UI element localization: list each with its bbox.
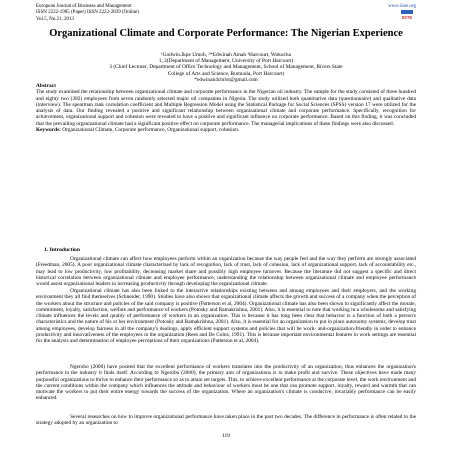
journal-name: European Journal of Business and Management — [36, 4, 132, 9]
paper-title: Organizational Climate and Corporate Performance: The Nigerian Experience — [49, 28, 403, 39]
paragraph-4: Several researches on how to improve organizational performance have taken place in the past two decades. The difference in performance is often related to the strategy adopted by an organization to — [36, 414, 416, 427]
keywords-label: Keywords: — [36, 126, 61, 133]
author-affiliation-3: College of Arts and Science, Rumuola, Port Harcourt) — [167, 70, 285, 77]
abstract-heading: Abstract — [36, 83, 56, 89]
iiste-logo — [400, 10, 414, 20]
author-affiliation-2: 3 (Chief Lecturer, Department of Office Technology and Management, School of Management, Rivers State — [109, 64, 343, 71]
section-heading-introduction: 1. Introduction — [44, 247, 80, 253]
author-block — [36, 52, 416, 83]
svg-text:IISTE: IISTE — [401, 15, 413, 20]
keywords-line — [36, 127, 416, 133]
journal-url[interactable]: www.iiste.org — [388, 4, 416, 9]
journal-issn: ISSN 2222-1905 (Paper) ISSN 2222-2839 (Online) — [36, 10, 139, 16]
page-number: 119 — [221, 433, 231, 439]
paragraph-3: Ngerobo (2000) have posited that the excellent performance of workers translates into the productivity of an organization, thus enhances the organization's performance in the industry it finds itself. According to Ngerobo (2000), the primary aim of organizations is to make profit and survive. These objectives have made many purposeful organizations to thrive to enhance their performance so as to attain set targets. This, to achieve excellent performance at the corporate level, the work environment and the current conditions within the company which influences the attitude and behaviour of workers must be one that can promote support, loyalty, reward and warmth that can motivate the workers to put their entire energy towards the success of the organization. Where an organization's climate is conducive, invariably performance can be easily enhanced. — [36, 364, 417, 402]
author-names: ¹Godwin.Ikpe Umoh, ²*Edwinah Amah ³Harcourt, Wokocha — [160, 52, 292, 58]
abstract-text: The study examined the relationship between organizational climate and corporate performance in the Nigerian oil industry. The sample for the study consisted of three hundred and eighty two (382) employees from seven randomly selected major oil companies in Nigeria. The study utilized both quantitative data (questionnaire) and qualitative data (interview). The spearman rank correlation coefficient and Multiple Regression Model using the Statistical Package for Social Sciences (SPSS) version 17 were utilized for the analysis of data. Our finding revealed a positive and significant relationship between organizational climate and corporate performance. Specifically, recognition for achievement, organizational support and cohesion were revealed to have a positive and significant influence on corporate performance. Based on this finding, it was concluded that the prevailing organizational climate had a significant positive effect on corporate performance. The managerial implications of these findings were also discussed. — [36, 89, 416, 127]
paragraph-1: Organizational climate can affect how employees perform within an organization because the way people feel and the way they perform are strongly associated (Freedman, 2005). A poor organizational climate characterized by lack of recognition, lack of trust, lack of cohesion, lack of organizational support, lack of accountability etc., may lead to low productivity, low profitability, decreasing market share and possibly high employee turnover. Because the literature did not suggest a specific and direct historical correlation between organizational climate and employee performance, understanding the relationship between organizational climate and employee performance would assist organizational leaders in increasing productivity through developing the organizational climate. — [36, 256, 416, 287]
journal-header — [36, 4, 139, 23]
journal-volume: Vol.5, No.21, 2013 — [36, 16, 74, 22]
author-email: *edwinah4christ@gmail.com — [194, 76, 258, 83]
paragraph-2: Organizational climate has also been linked to the interactive relationships existing between and among employees and their employers, and the working environment they all find themselves (Schneider, 1990). Studies have also shown that organizational climate affects the growth and success of a company when the perception of the workers about the structure and policies of the said company is positive (Patterson et al, 2004). Organizational climate has also been shown to significantly affect the morale, commitment, loyalty, satisfaction, welfare and performance of workers (Potosky and Ramakrishna, 2001). Also, it is essential to note that working in a wholesome and satisfying climate influences the levels and quality of performance of workers in an organization. This is because it has long been clear that behavior is a function of both a person's characteristics and the nature of his or her environment (Potosky and Ramakrishna, 2001). Also, it is essential for an organization to put in place autonomy systems, develop trust among employees, develop fairness in all the company's dealings, apply efficient support systems and policies that will be work- and-organization-friendly in order to enhance productivity and innovativeness of the employees in the organization (Rees and De Colns, 1991). This is because important environmental features in work settings are essential for the analysis and determination of employee perceptions of their organizations (Patterson et al, 2004). — [36, 288, 416, 344]
abstract-section — [36, 83, 416, 133]
author-affiliation-1: 1, 2(Department of Management, University of Port Harcourt) — [158, 58, 294, 65]
keywords-text: Organizational Climate, Corporate performance, Organizational support, cohesion. — [62, 126, 240, 133]
